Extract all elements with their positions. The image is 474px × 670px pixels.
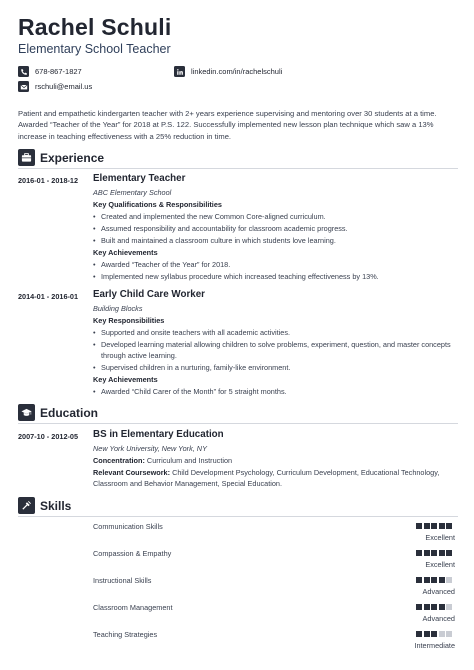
graduation-cap-icon — [18, 404, 35, 421]
rating-square — [431, 523, 437, 529]
linkedin-text[interactable]: linkedin.com/in/rachelschuli — [191, 67, 283, 76]
education-title: Education — [40, 405, 99, 420]
contact-phone — [18, 66, 82, 77]
briefcase-icon — [18, 149, 35, 166]
job-1-label-responsibilities: Key Qualifications & Responsibilities — [93, 200, 222, 209]
email-text[interactable]: rschuli@email.us — [35, 82, 93, 91]
rating-square — [431, 577, 437, 583]
job-1-label-achievements: Key Achievements — [93, 248, 158, 257]
skill-rating — [416, 577, 454, 583]
job-2-bullet: • Developed learning material allowing children to solve problems, experiment, question, and master concepts through active learning. — [93, 339, 453, 362]
skills-icon — [18, 497, 35, 514]
rating-square — [431, 604, 437, 610]
rating-square — [424, 604, 430, 610]
rating-square — [424, 523, 430, 529]
coursework-value: Child Development Psychology, Curriculum Development, Educational Technology, Classroom and Behavior Management, Special Education. — [93, 468, 440, 489]
education-concentration — [93, 455, 453, 466]
job-1-bullet: • Built and maintained a classroom culture in which students love learning. — [93, 235, 453, 246]
skill-name: Classroom Management — [93, 603, 173, 612]
rating-square — [439, 550, 445, 556]
skill-name: Teaching Strategies — [93, 630, 158, 639]
skills-title: Skills — [40, 498, 72, 513]
rating-square — [416, 577, 422, 583]
rating-square — [416, 550, 422, 556]
rating-square — [446, 523, 452, 529]
skill-level: Advanced — [422, 614, 455, 623]
rating-square — [424, 631, 430, 637]
job-2-title: Early Child Care Worker — [93, 289, 205, 300]
linkedin-icon — [174, 66, 185, 77]
job-2-bullet: • Supervised children in a nurturing, family-like environment. — [93, 362, 453, 373]
job-1-bullet: • Assumed responsibility and accountability for classroom academic progress. — [93, 223, 453, 234]
experience-title: Experience — [40, 150, 105, 165]
phone-text[interactable]: 678-867-1827 — [35, 67, 82, 76]
experience-divider — [18, 168, 458, 169]
skill-rating — [416, 604, 454, 610]
rating-square — [431, 631, 437, 637]
profile-summary: Patient and empathetic kindergarten teacher with 2+ years experience supervising and mentoring over 30 students at a time. Awarded “Teacher of the Year” for 2018 at P.S. 122. Successfully implemented new lesson plan technique which saw a 13% increase in teaching effectiveness with a 25% reduction in time. — [18, 109, 437, 141]
education-heading — [18, 404, 458, 421]
job-2-org: Building Blocks — [93, 304, 143, 313]
skill-rating — [416, 550, 454, 556]
job-2-label-achievements: Key Achievements — [93, 375, 158, 384]
skill-name: Instructional Skills — [93, 576, 152, 585]
rating-square — [439, 523, 445, 529]
skill-rating — [416, 523, 454, 529]
rating-square — [439, 631, 445, 637]
skill-level: Excellent — [425, 560, 455, 569]
job-1-org: ABC Elementary School — [93, 188, 172, 197]
job-2-bullet: • Supported and onsite teachers with all academic activities. — [93, 327, 453, 338]
job-2-label-responsibilities: Key Responsibilities — [93, 316, 165, 325]
job-1-title: Elementary Teacher — [93, 173, 186, 184]
job-2-dates: 2014-01 - 2016-01 — [18, 292, 79, 301]
skills-heading — [18, 497, 458, 514]
job-title: Elementary School Teacher — [18, 42, 171, 56]
rating-square — [439, 577, 445, 583]
skill-rating — [416, 631, 454, 637]
phone-icon — [18, 66, 29, 77]
skill-name: Communication Skills — [93, 522, 163, 531]
skill-level: Intermediate — [414, 641, 455, 650]
job-2-bullet: • Awarded “Child Carer of the Month” for 5 straight months. — [93, 386, 453, 397]
candidate-name: Rachel Schuli — [18, 14, 172, 40]
rating-square — [431, 550, 437, 556]
job-1-bullet: • Implemented new syllabus procedure which increased teaching effectiveness by 13%. — [93, 271, 453, 282]
rating-square — [446, 604, 452, 610]
coursework-label: Relevant Coursework: — [93, 468, 171, 477]
rating-square — [446, 631, 452, 637]
skill-name: Compassion & Empathy — [93, 549, 172, 558]
rating-square — [446, 550, 452, 556]
education-divider — [18, 423, 458, 424]
rating-square — [424, 577, 430, 583]
job-1-bullet: • Created and implemented the new Common Core-aligned curriculum. — [93, 211, 453, 222]
contact-linkedin — [174, 66, 282, 77]
education-dates: 2007-10 - 2012-05 — [18, 432, 79, 441]
email-icon — [18, 81, 29, 92]
rating-square — [416, 604, 422, 610]
concentration-value: Curriculum and Instruction — [146, 456, 233, 465]
job-1-dates: 2016-01 - 2018-12 — [18, 176, 79, 185]
job-1-bullet: • Awarded “Teacher of the Year” for 2018. — [93, 259, 453, 270]
contact-email — [18, 81, 92, 92]
rating-square — [439, 604, 445, 610]
skills-divider — [18, 516, 458, 517]
rating-square — [416, 631, 422, 637]
rating-square — [416, 523, 422, 529]
education-school: New York University, New York, NY — [93, 444, 207, 453]
experience-heading — [18, 149, 458, 166]
education-coursework — [93, 467, 453, 490]
skill-level: Advanced — [422, 587, 455, 596]
rating-square — [446, 577, 452, 583]
rating-square — [424, 550, 430, 556]
skill-level: Excellent — [425, 533, 455, 542]
concentration-label: Concentration: — [93, 456, 145, 465]
education-degree: BS in Elementary Education — [93, 429, 224, 440]
